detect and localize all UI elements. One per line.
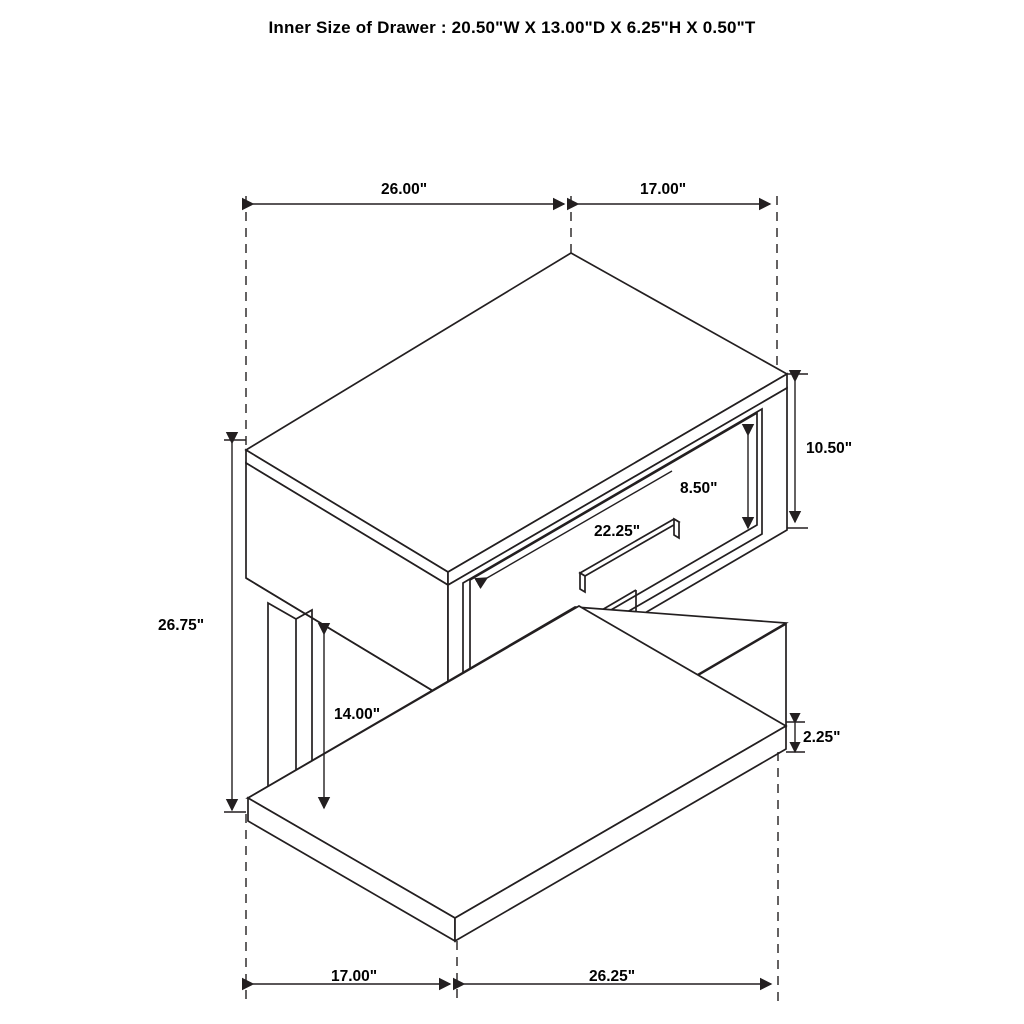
dim-drawer-front-height: 8.50" bbox=[680, 480, 718, 497]
dim-leg-height: 14.00" bbox=[334, 706, 381, 723]
dim-overall-height: 26.75" bbox=[158, 617, 205, 634]
dim-bottom-left-depth: 17.00" bbox=[331, 968, 378, 985]
dim-top-right-depth: 17.00" bbox=[640, 181, 687, 198]
dim-drawer-front-width: 22.25" bbox=[594, 523, 641, 540]
page-title: Inner Size of Drawer : 20.50"W X 13.00"D X 6.25"H X 0.50"T bbox=[268, 18, 756, 37]
dim-base-thickness: 2.25" bbox=[803, 729, 841, 746]
dim-right-drawer-height: 10.50" bbox=[806, 440, 853, 457]
dim-top-left-width: 26.00" bbox=[381, 181, 428, 198]
furniture-outline bbox=[246, 253, 787, 941]
dim-bottom-right-width: 26.25" bbox=[589, 968, 636, 985]
